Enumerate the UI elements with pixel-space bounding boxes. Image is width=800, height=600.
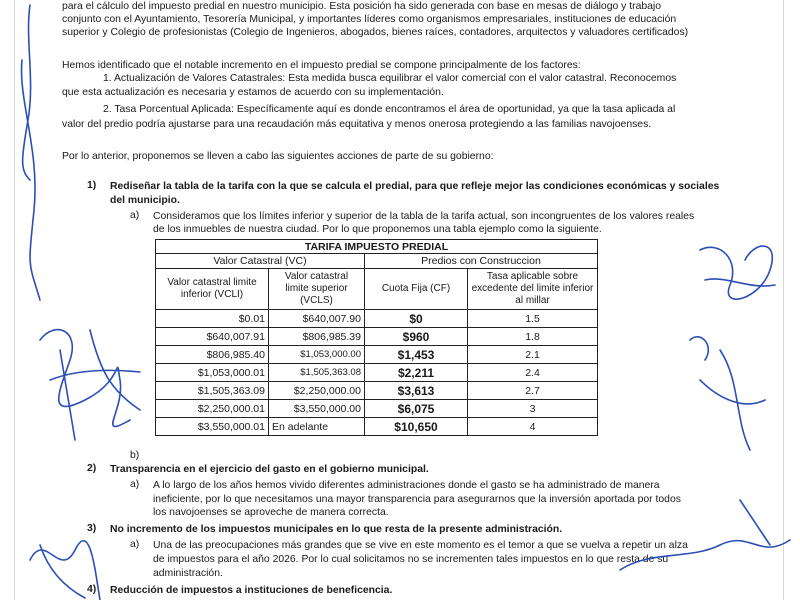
cell-cuota-fija: $0	[365, 310, 468, 328]
cell-tasa: 2.7	[468, 382, 598, 400]
action-3-sub-line-3: administración.	[153, 568, 223, 579]
cell-limite-inferior: $0.01	[156, 310, 269, 328]
cell-limite-superior: $3,550,000.00	[269, 400, 365, 418]
cell-limite-superior: En adelante	[269, 418, 365, 436]
table-header-vcli: Valor catastral limite inferior (VCLI)	[156, 269, 269, 310]
cell-tasa: 3	[468, 400, 598, 418]
table-title: TARIFA IMPUESTO PREDIAL	[156, 240, 598, 254]
factor-1-line-a: 1. Actualización de Valores Catastrales: Esta medida busca equilibrar el valor comercial con el valor catastral. Reconocemos	[103, 73, 677, 84]
cell-limite-inferior: $1,053,000.01	[156, 364, 269, 382]
cell-tasa: 1.5	[468, 310, 598, 328]
cell-limite-inferior: $2,250,000.01	[156, 400, 269, 418]
cell-limite-superior: $806,985.39	[269, 328, 365, 346]
table-group-left: Valor Catastral (VC)	[156, 254, 365, 269]
action-1-title-b: del municipio.	[110, 195, 180, 206]
cell-limite-inferior: $806,985.40	[156, 346, 269, 364]
action-1-sub-b-label: b)	[130, 450, 140, 461]
action-3-number: 3)	[87, 523, 97, 534]
intro-line-3: superior y Colegio de profesionistas (Colegio de Ingenieros, abogados, bienes raíces, contadores, arquitectos y valuadores certificados)	[62, 27, 689, 38]
cell-limite-superior: $1,505,363.08	[269, 364, 365, 382]
cell-cuota-fija: $1,453	[365, 346, 468, 364]
action-1-sub-a-line-2: de los inmuebles de nuestra ciudad. Por lo que proponemos una tabla ejemplo como la siguiente.	[153, 224, 602, 235]
action-3-sub-label: a)	[130, 539, 140, 550]
proposal-lead: Por lo anterior, proponemos se lleven a cabo las siguientes acciones de parte de su gobierno:	[62, 151, 494, 162]
cell-cuota-fija: $10,650	[365, 418, 468, 436]
cell-tasa: 2.1	[468, 346, 598, 364]
signature-right-top	[700, 246, 772, 299]
action-1-sub-a-label: a)	[130, 210, 140, 221]
cell-limite-superior: $1,053,000.00	[269, 346, 365, 364]
table-group-right: Predios con Construccion	[365, 254, 598, 269]
action-2-sub-line-3: los navojoenses se aproveche de manera correcta.	[153, 507, 389, 518]
factors-lead: Hemos identificado que el notable incremento en el impuesto predial se compone principalmente de los factores:	[62, 60, 581, 71]
action-3-title: No incremento de los impuestos municipales en lo que resta de la presente administración.	[110, 524, 563, 535]
action-2-sub-line-1: A lo largo de los años hemos vivido diferentes administraciones donde el gasto se ha administrado de manera	[153, 480, 660, 491]
cell-limite-inferior: $640,007.91	[156, 328, 269, 346]
action-2-sub-line-2: ineficiente, por lo que necesitamos una mayor transparencia para asegurarnos que la inversión aportada por todos	[153, 494, 681, 505]
signature-right-middle	[690, 337, 750, 450]
factor-1-line-b: que esta actualización es necesaria y estamos de acuerdo con su implementación.	[62, 87, 444, 98]
action-4-title: Reducción de impuestos a instituciones de beneficencia.	[110, 585, 393, 596]
signature-right-bottom	[740, 500, 770, 545]
factor-2-line-a: 2. Tasa Porcentual Aplicada: Específicamente aquí es donde encontramos el área de oportunidad, ya que la tasa aplicada al	[103, 104, 676, 115]
cell-cuota-fija: $3,613	[365, 382, 468, 400]
cell-limite-inferior: $1,505,363.09	[156, 382, 269, 400]
cell-tasa: 1.8	[468, 328, 598, 346]
cell-tasa: 4	[468, 418, 598, 436]
action-2-sub-label: a)	[130, 479, 140, 490]
factor-2-line-b: valor del predio podría ajustarse para una recaudación más equitativa y menos onerosa protegiendo a las familias navojoenses.	[62, 119, 652, 130]
signature-left-bottom	[30, 541, 100, 600]
action-2-number: 2)	[87, 463, 97, 474]
cell-cuota-fija: $6,075	[365, 400, 468, 418]
cell-limite-superior: $640,007.90	[269, 310, 365, 328]
intro-line-2: conjunto con el Ayuntamiento, Tesorería Municipal, y importantes líderes como organismos empresariales, instituciones de educación	[62, 14, 677, 25]
action-4-number: 4)	[87, 584, 97, 595]
cell-cuota-fija: $2,211	[365, 364, 468, 382]
cell-limite-inferior: $3,550,000.01	[156, 418, 269, 436]
table-header-vcls: Valor catastral limite superior (VCLS)	[269, 269, 365, 310]
intro-line-1: para el cálculo del impuesto predial en nuestro municipio. Esta posición ha sido generada con base en mesas de diálogo y trabajo	[62, 1, 661, 12]
cell-tasa: 2.4	[468, 364, 598, 382]
action-2-title: Transparencia en el ejercicio del gasto en el gobierno municipal.	[110, 464, 429, 475]
action-3-sub-line-2: de impuestos para el año 2026. Por lo cual solicitamos no se incrementen tales impuestos en lo que resta de su	[153, 554, 669, 565]
cell-cuota-fija: $960	[365, 328, 468, 346]
action-3-sub-line-1: Una de las preocupaciones más grandes que se vive en este momento es el temor a que se vuelva a repetir un alza	[153, 540, 688, 551]
cell-limite-superior: $2,250,000.00	[269, 382, 365, 400]
action-1-sub-a-line-1: Consideramos que los límites inferior y superior de la tabla de la tarifa actual, son incongruentes de los valores reales	[153, 211, 695, 222]
action-1-number: 1)	[87, 180, 97, 191]
table-header-cf: Cuota Fija (CF)	[365, 269, 468, 310]
action-1-title-a: Rediseñar la tabla de la tarifa con la que se calcula el predial, para que refleje mejor las condiciones económicas y sociales	[110, 181, 720, 192]
table-header-tasa: Tasa aplicable sobre excedente del limite inferior al millar	[468, 269, 598, 310]
